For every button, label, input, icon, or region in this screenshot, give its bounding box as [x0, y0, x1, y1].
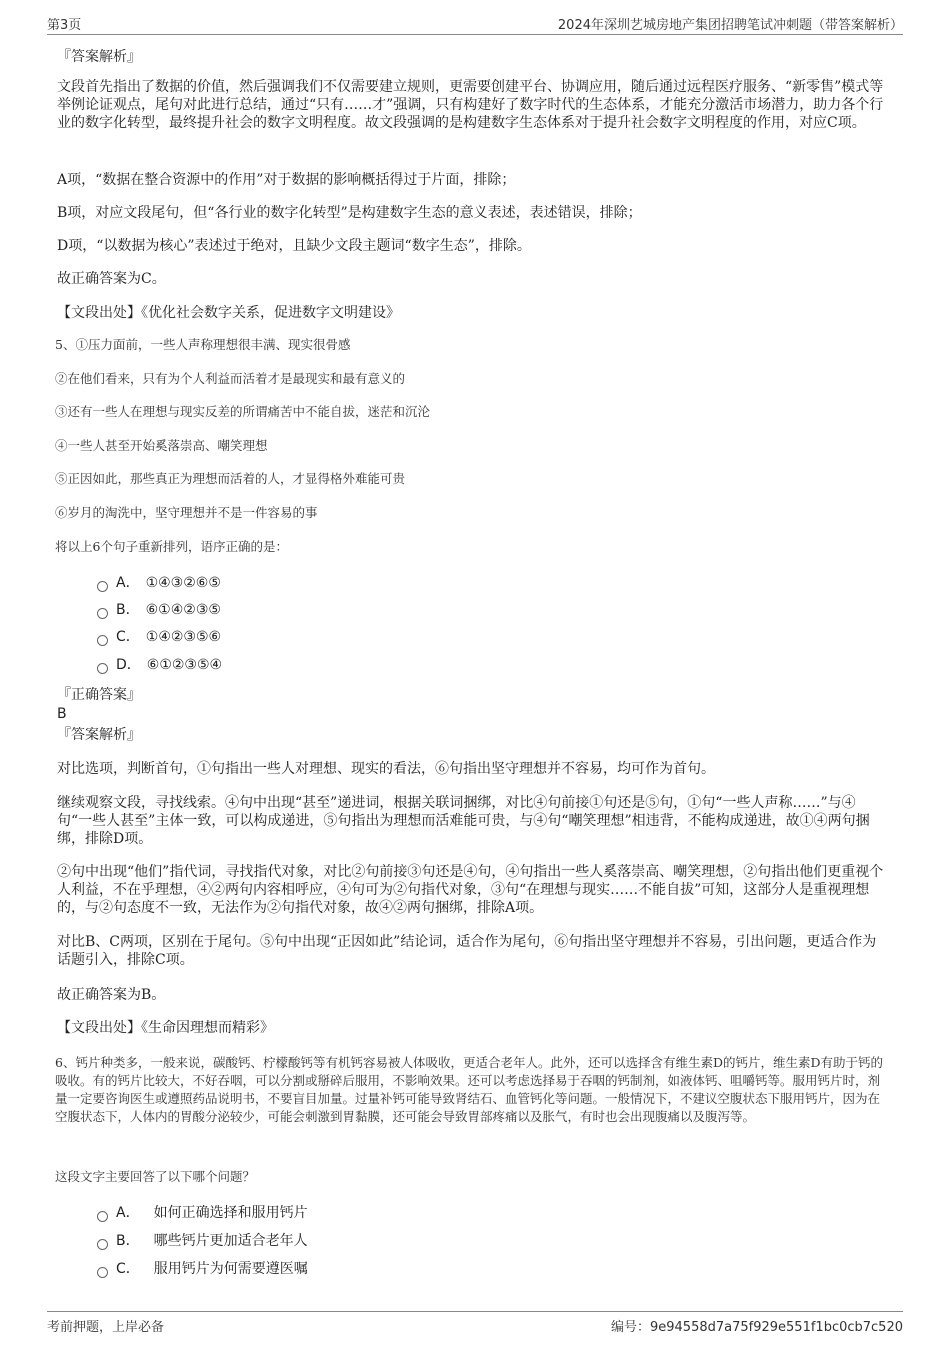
q5-analysis-para: 对比选项，判断首句，①句指出一些人对理想、现实的看法，⑥句指出坚守理想并不容易，均可作为首句。	[57, 761, 715, 777]
q6-option-a[interactable]: A． 如何正确选择和服用钙片	[97, 1204, 308, 1222]
q5-sentence: ⑥岁月的淘洗中，坚守理想并不是一件容易的事	[55, 505, 318, 520]
q5-correct-label: 『正确答案』	[57, 687, 141, 703]
page-header	[47, 14, 903, 35]
radio-icon[interactable]	[97, 608, 108, 619]
q6-option-c[interactable]: C． 服用钙片为何需要遵医嘱	[97, 1260, 308, 1278]
q4-analysis-para: A项，“数据在整合资源中的作用”对于数据的影响概括得过于片面，排除；	[57, 172, 516, 188]
q5-analysis-para: ②句中出现“他们”指代词，寻找指代对象，对比②句前接③句还是④句，④句指出一些人奚落崇高、嘲笑理想，②句指出他们更重视个人利益，不在乎理想，④②两句内容相呼应，④句可为②句指代对象，③句“在理想与现实……不能自拔”可知，这部分人是重视理想的，与②句态度不一致，无法作为②句指代对象，故④②两句捆绑，排除A项。	[57, 864, 884, 916]
q5-sentence: 5、①压力面前，一些人声称理想很丰满、现实很骨感	[55, 337, 351, 352]
q4-analysis-para: 文段首先指出了数据的价值，然后强调我们不仅需要建立规则，更需要创建平台、协调应用，随后通过远程医疗服务、“新零售”模式等举例论证观点，尾句对此进行总结，通过“只有……才”强调，只有构建好了数字时代的生态体系，才能充分激活市场潜力，助力各个行业的数字化转型，最终提升社会的数字文明程度。故文段强调的是构建数字生态体系对于提升社会数字文明程度的作用，对应C项。	[57, 79, 884, 131]
radio-icon[interactable]	[97, 1211, 108, 1222]
q6-prompt: 这段文字主要回答了以下哪个问题？	[55, 1169, 256, 1184]
page-number: 第3页	[47, 18, 82, 33]
radio-icon[interactable]	[97, 1267, 108, 1278]
q4-answer: 故正确答案为C。	[57, 271, 166, 287]
q5-option-a[interactable]: A． ①④③②⑥⑤	[97, 574, 221, 592]
q5-answer: 故正确答案为B。	[57, 987, 166, 1003]
radio-icon[interactable]	[97, 635, 108, 646]
q5-option-d[interactable]: D． ⑥①②③⑤④	[97, 656, 222, 674]
q5-sentence: ②在他们看来，只有为个人利益而活着才是最现实和最有意义的	[55, 371, 406, 386]
page-footer	[47, 1311, 903, 1335]
q4-source: 【文段出处】《优化社会数字关系，促进数字文明建设》	[57, 305, 400, 321]
q5-option-b[interactable]: B． ⑥①④②③⑤	[97, 601, 221, 619]
footer-code: 编号：9e94558d7a75f929e551f1bc0cb7c520	[610, 1320, 903, 1335]
q4-analysis-para: B项，对应文段尾句，但“各行业的数字化转型”是构建数字生态的意义表述，表述错误，排除；	[57, 205, 642, 221]
q5-prompt: 将以上6个句子重新排列，语序正确的是：	[55, 539, 288, 554]
q5-correct-answer: B	[57, 706, 67, 722]
q5-sentence: ⑤正因如此，那些真正为理想而活着的人，才显得格外难能可贵	[55, 471, 406, 486]
q4-analysis-para: D项，“以数据为核心”表述过于绝对，且缺少文段主题词“数字生态”，排除。	[57, 238, 531, 254]
q5-sentence: ③还有一些人在理想与现实反差的所谓痛苦中不能自拔，迷茫和沉沦	[55, 404, 431, 419]
document-title: 2024年深圳艺城房地产集团招聘笔试冲刺题（带答案解析）	[557, 18, 903, 33]
q5-analysis-para: 对比B、C两项，区别在于尾句。⑤句中出现“正因如此”结论词，适合作为尾句，⑥句指出坚守理想并不容易，引出问题，更适合作为话题引入，排除C项。	[57, 934, 877, 968]
radio-icon[interactable]	[97, 1239, 108, 1250]
q5-analysis-label: 『答案解析』	[57, 727, 141, 743]
q4-analysis-label: 『答案解析』	[57, 49, 141, 65]
q6-stem: 6、钙片种类多，一般来说，碳酸钙、柠檬酸钙等有机钙容易被人体吸收，更适合老年人。此外，还可以选择含有维生素D的钙片，维生素D有助于钙的吸收。有的钙片比较大，不好吞咽，可以分割或掰碎后服用，不影响效果。还可以考虑选择易于吞咽的钙制剂，如液体钙、咀嚼钙等。服用钙片时，剂量一定要咨询医生或遵照药品说明书，不要盲目加量。过量补钙可能导致肾结石、血管钙化等问题。一般情况下，不建议空腹状态下服用钙片，因为在空腹状态下，人体内的胃酸分泌较少，可能会刺激到胃黏膜，还可能会导致胃部疼痛以及胀气，有时也会出现腹痛以及腹泻等。	[55, 1055, 883, 1124]
q6-option-b[interactable]: B． 哪些钙片更加适合老年人	[97, 1232, 308, 1250]
q5-sentence: ④一些人甚至开始奚落崇高、嘲笑理想	[55, 438, 268, 453]
q5-analysis-para: 继续观察文段，寻找线索。④句中出现“甚至”递进词，根据关联词捆绑，对比④句前接①句还是⑤句，①句“一些人声称……”与④句“一些人甚至”主体一致，可以构成递进，⑤句指出为理想而活难能可贵，与④句“嘲笑理想”相违背，不能构成递进，故①④两句捆绑，排除D项。	[57, 795, 870, 847]
q5-source: 【文段出处】《生命因理想而精彩》	[57, 1020, 274, 1036]
radio-icon[interactable]	[97, 581, 108, 592]
q5-option-c[interactable]: C． ①④②③⑤⑥	[97, 628, 221, 646]
radio-icon[interactable]	[97, 663, 108, 674]
footer-slogan: 考前押题，上岸必备	[47, 1320, 165, 1335]
